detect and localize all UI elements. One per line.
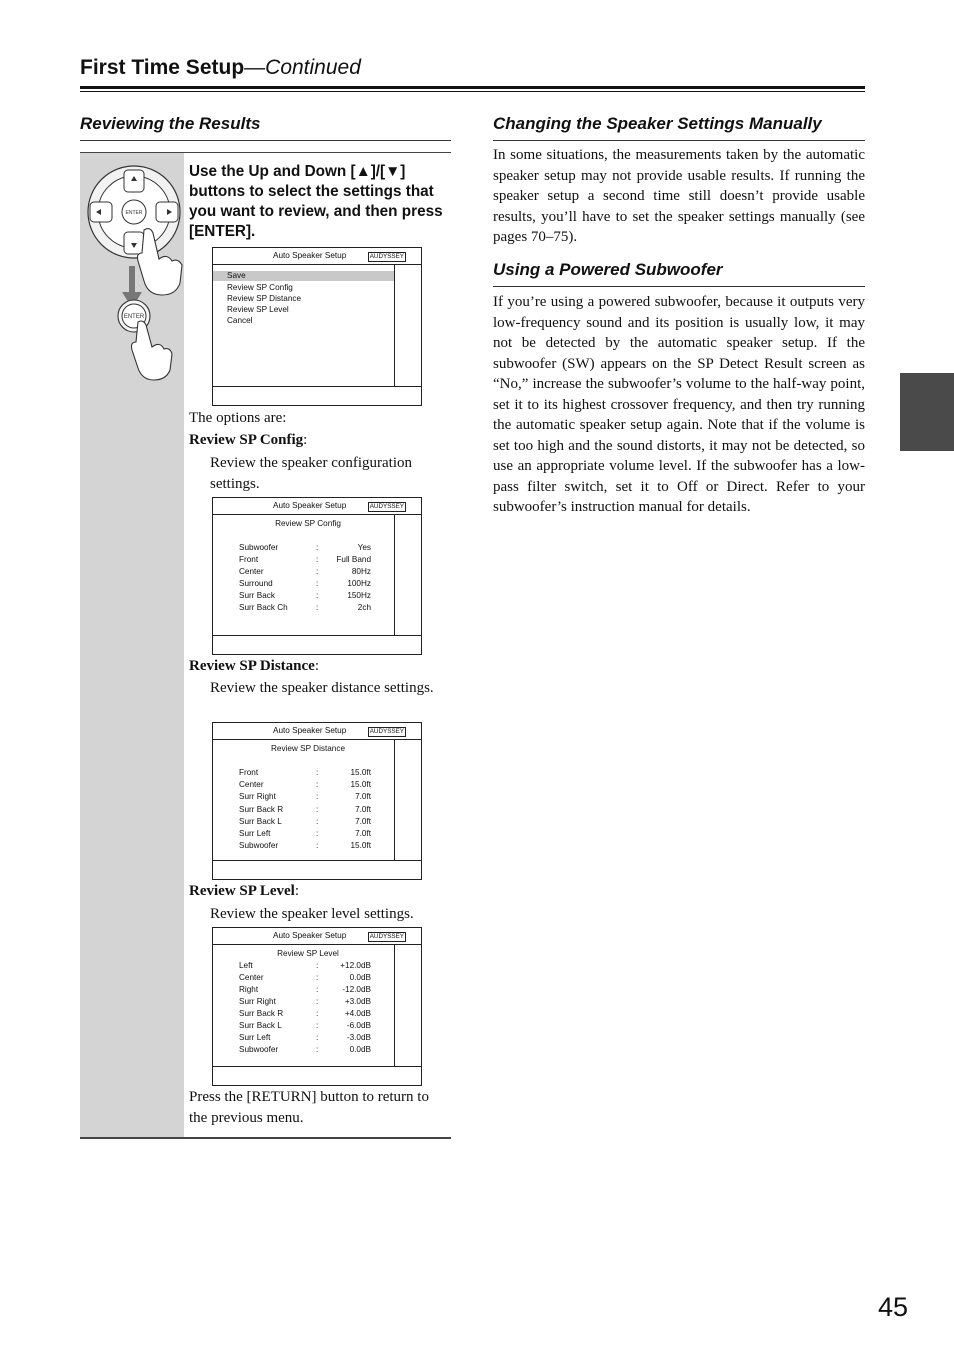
osd-row-separator: : xyxy=(316,1021,319,1030)
return-note: Press the [RETURN] button to return to the previous menu. xyxy=(189,1089,429,1126)
osd-row-value: 7.0ft xyxy=(355,804,371,814)
osd-subtitle: Review SP Level xyxy=(277,949,339,958)
options-intro: The options are: xyxy=(189,410,287,426)
osd-row-separator: : xyxy=(316,591,319,600)
osd-row-label: Subwoofer xyxy=(239,1045,279,1054)
osd-row-value: -3.0dB xyxy=(346,1033,371,1042)
osd-row-value: 15.0ft xyxy=(350,768,371,777)
osd-row-value: -6.0dB xyxy=(346,1021,371,1030)
osd-row-label: Surr Back xyxy=(239,591,275,600)
osd-row xyxy=(239,1021,371,1033)
osd-menu-screen xyxy=(212,247,422,406)
osd-row-label: Surr Back L xyxy=(239,816,282,826)
osd-row-value: 7.0ft xyxy=(355,829,371,838)
page-number: 45 xyxy=(878,1292,909,1322)
osd-row-label: Surr Back R xyxy=(239,1009,284,1018)
svg-text:ENTER: ENTER xyxy=(125,210,143,216)
osd-row-separator: : xyxy=(316,841,319,851)
heading-rule xyxy=(80,140,451,141)
panel-bottom-rule xyxy=(80,1137,451,1139)
osd-row-separator: : xyxy=(316,985,319,994)
osd-config-screen xyxy=(212,497,422,655)
osd-row xyxy=(239,567,371,579)
osd-row-label: Front xyxy=(239,768,259,777)
osd-row xyxy=(239,780,371,792)
osd-row-value: Yes xyxy=(357,543,371,552)
title-rule xyxy=(80,86,865,89)
svg-text:ENTER: ENTER xyxy=(123,314,145,320)
audyssey-badge: AUDYSSEY xyxy=(369,253,404,260)
heading-rule xyxy=(493,140,865,141)
osd-row-label: Surr Back L xyxy=(239,1021,282,1030)
osd-row-label: Surr Back R xyxy=(239,804,284,814)
hand-press-icon xyxy=(132,321,173,380)
section-heading-subwoofer: Using a Powered Subwoofer xyxy=(493,260,723,279)
remote-illustration xyxy=(84,162,184,382)
osd-row-value: 7.0ft xyxy=(355,792,371,802)
osd-row xyxy=(239,1009,371,1021)
osd-level-screen xyxy=(212,927,422,1086)
osd-row-separator: : xyxy=(316,780,319,790)
osd-row xyxy=(239,603,371,615)
term-review-sp-config: Review SP Config: xyxy=(189,432,308,448)
osd-row xyxy=(239,997,371,1009)
osd-row xyxy=(239,1033,371,1045)
desc-review-sp-level: Review the speaker level settings. xyxy=(210,906,414,922)
osd-row-label: Center xyxy=(239,973,264,982)
osd-row-separator: : xyxy=(316,567,319,576)
audyssey-badge: AUDYSSEY xyxy=(369,728,404,735)
osd-row-value: 2ch xyxy=(357,603,371,612)
instruction-text: Use the Up and Down [▲]/[▼] buttons to select the settings that you want to review, and then press [ENTER]. xyxy=(189,163,443,240)
osd-row-label: Surr Left xyxy=(239,1033,271,1042)
section-heading-reviewing: Reviewing the Results xyxy=(80,114,261,133)
paragraph-subwoofer: If you’re using a powered subwoofer, because it outputs very low-frequency sound and its position is usually low, it may not be detected by the automatic speaker setup. If the subwoofer (SW) appears on the SP Detect Result screen as “No,” increase the subwoofer’s volume to the half-way point, set it to its highest crossover frequency, and then try running the automatic speaker setup again. Note that if the volume is set too high and the sound distorts, it may not be detected, so use an appropriate volume level. If the subwoofer has a low-pass filter switch, set it to Off or Direct. Refer to your subwoofer’s instruction manual for details. xyxy=(493,294,865,515)
osd-row-separator: : xyxy=(316,804,319,814)
osd-footer xyxy=(213,386,421,405)
osd-row-separator: : xyxy=(316,1045,319,1054)
osd-row-separator: : xyxy=(316,792,319,802)
menu-item-review-distance[interactable]: Review SP Distance xyxy=(227,294,302,303)
menu-item-save[interactable]: Save xyxy=(227,271,246,280)
osd-row-separator: : xyxy=(316,961,319,970)
osd-row-separator: : xyxy=(316,603,319,612)
desc-review-sp-config: Review the speaker configuration settings. xyxy=(210,455,413,492)
osd-row-value: 15.0ft xyxy=(350,841,371,851)
osd-row xyxy=(239,555,371,567)
osd-row-label: Right xyxy=(239,985,259,994)
osd-row-label: Center xyxy=(239,567,264,576)
osd-distance-screen xyxy=(212,722,422,880)
osd-title: Auto Speaker Setup xyxy=(273,931,347,940)
osd-row-separator: : xyxy=(316,543,319,552)
osd-side-panel xyxy=(394,264,421,387)
osd-row-separator: : xyxy=(316,579,319,588)
page-title: First Time Setup—Continued xyxy=(80,56,361,79)
osd-row-value: +3.0dB xyxy=(344,997,371,1006)
osd-row-value: 0.0dB xyxy=(349,973,371,982)
osd-row-label: Surr Right xyxy=(239,792,276,802)
osd-row xyxy=(239,985,371,997)
osd-row-label: Surround xyxy=(239,579,273,588)
osd-row-label: Center xyxy=(239,780,264,790)
osd-row-separator: : xyxy=(316,768,319,777)
osd-row-separator: : xyxy=(316,997,319,1006)
osd-row-value: 0.0dB xyxy=(349,1045,371,1054)
osd-row-separator: : xyxy=(316,973,319,982)
osd-row-value: +4.0dB xyxy=(344,1009,371,1018)
menu-item-review-config[interactable]: Review SP Config xyxy=(227,283,293,292)
term-review-sp-distance: Review SP Distance: xyxy=(189,658,319,674)
term-review-sp-level: Review SP Level: xyxy=(189,883,299,899)
audyssey-badge: AUDYSSEY xyxy=(369,933,404,940)
osd-row xyxy=(239,973,371,985)
paragraph-manual: In some situations, the measurements taken by the automatic speaker setup may not provide usable results. If running the speaker setup a second time still doesn’t provide usable results, you’ll have to set the speaker settings manually (see pages 70–75). xyxy=(493,147,865,245)
desc-review-sp-distance: Review the speaker distance settings. xyxy=(210,680,434,696)
osd-header xyxy=(213,248,421,265)
osd-row-value: -12.0dB xyxy=(342,985,371,994)
osd-row-value: 150Hz xyxy=(347,591,371,600)
chapter-tab xyxy=(900,373,954,451)
audyssey-badge: AUDYSSEY xyxy=(369,503,404,510)
section-heading-manual: Changing the Speaker Settings Manually xyxy=(493,114,822,133)
osd-row-label: Surr Left xyxy=(239,829,271,838)
osd-row xyxy=(239,805,371,817)
osd-row xyxy=(239,543,371,555)
osd-row-value: 15.0ft xyxy=(350,780,371,790)
osd-row-separator: : xyxy=(316,816,319,826)
osd-subtitle: Review SP Config xyxy=(275,519,341,528)
menu-item-review-level[interactable]: Review SP Level xyxy=(227,305,289,314)
osd-title: Auto Speaker Setup xyxy=(273,726,347,735)
osd-row-separator: : xyxy=(316,829,319,838)
osd-title: Auto Speaker Setup xyxy=(273,501,347,510)
heading-rule xyxy=(493,286,865,287)
osd-row xyxy=(239,829,371,841)
osd-row-label: Surr Back Ch xyxy=(239,603,288,612)
osd-row-label: Surr Right xyxy=(239,997,276,1006)
osd-row-value: 80Hz xyxy=(351,567,371,576)
osd-row-value: 7.0ft xyxy=(355,816,371,826)
osd-row-separator: : xyxy=(316,1009,319,1018)
osd-row-separator: : xyxy=(316,1033,319,1042)
osd-row-value: Full Band xyxy=(336,555,371,564)
title-rule-thin xyxy=(80,91,865,92)
osd-row-value: +12.0dB xyxy=(340,961,371,970)
osd-row-label: Front xyxy=(239,555,259,564)
osd-row xyxy=(239,768,371,780)
osd-row xyxy=(239,1045,371,1057)
osd-row xyxy=(239,961,371,973)
osd-row-label: Left xyxy=(239,961,253,970)
osd-title: Auto Speaker Setup xyxy=(273,251,347,260)
menu-item-cancel[interactable]: Cancel xyxy=(227,316,253,325)
osd-row-value: 100Hz xyxy=(347,579,371,588)
osd-row-separator: : xyxy=(316,555,319,564)
osd-row xyxy=(239,579,371,591)
osd-row xyxy=(239,591,371,603)
osd-row xyxy=(239,817,371,829)
osd-row xyxy=(239,792,371,804)
osd-row-label: Subwoofer xyxy=(239,543,279,552)
arrow-pad-icon xyxy=(88,166,180,258)
osd-subtitle: Review SP Distance xyxy=(270,744,346,753)
osd-row-label: Subwoofer xyxy=(239,841,279,851)
osd-row xyxy=(239,841,371,853)
